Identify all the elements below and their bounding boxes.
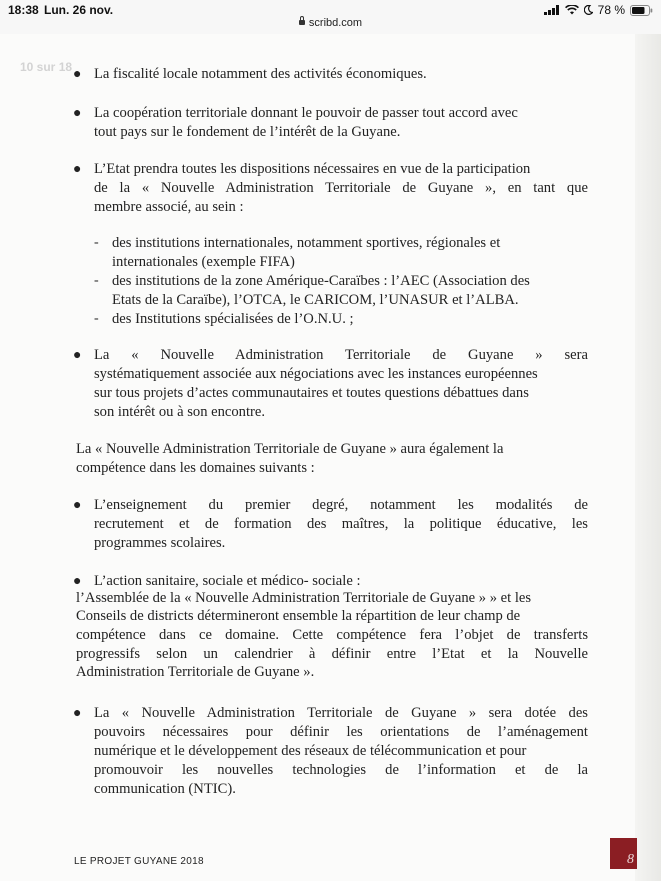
battery-icon xyxy=(630,5,653,16)
bullet-negociations-line2: systématiquement associée aux négociations avec les instances européennes xyxy=(94,366,538,382)
dash-icon: - xyxy=(94,311,99,326)
bullet-negociations-line1: La « Nouvelle Administration Territoriale de Guyane » sera xyxy=(94,347,588,363)
bullet-numerique-line3: numérique et le développement des réseaux de télécommunication et pour xyxy=(94,743,527,759)
bullet-fiscalite: La fiscalité locale notamment des activités économiques. xyxy=(94,66,427,82)
bullet-cooperation-line1: La coopération territoriale donnant le pouvoir de passer tout accord avec xyxy=(94,105,518,121)
bullet-sanitaire-line3: compétence dans ce domaine. Cette compétence fera l’objet de transferts xyxy=(76,627,588,643)
bullet-enseignement-line2: recrutement et de formation des maîtres, la politique éducative, les xyxy=(94,516,588,532)
bullet-enseignement-line3: programmes scolaires. xyxy=(94,535,226,551)
subitem-institutions-line2: internationales (exemple FIFA) xyxy=(112,254,295,270)
page-footer: LE PROJET GUYANE 2018 xyxy=(74,856,204,867)
bullet-numerique-line5: communication (NTIC). xyxy=(94,781,236,797)
cellular-signal-icon xyxy=(544,5,560,15)
bullet-sanitaire-line4: progressifs selon un calendrier à définir entre l’Etat et la Nouvelle xyxy=(76,646,588,662)
subitem-caraibes-line2: Etats de la Caraïbe), l’OTCA, le CARICOM, l’UNASUR et l’ALBA. xyxy=(112,292,519,308)
paragraph-competence-line2: compétence dans les domaines suivants : xyxy=(76,460,315,476)
bullet-sanitaire-line5: Administration Territoriale de Guyane ». xyxy=(76,664,315,680)
subitem-caraibes-line1: des institutions de la zone Amérique-Caraïbes : l’AEC (Association des xyxy=(112,273,530,289)
battery-percent: 78 % xyxy=(597,3,625,17)
bullet-icon: ● xyxy=(73,67,82,82)
subitem-institutions-line1: des institutions internationales, notamment sportives, régionales et xyxy=(112,235,501,251)
lock-icon xyxy=(299,20,305,25)
bullet-icon: ● xyxy=(73,162,82,177)
bullet-icon: ● xyxy=(73,706,82,721)
bullet-sanitaire-line2: Conseils de districts détermineront ensemble la répartition de leur champ de xyxy=(76,608,521,624)
subitem-onu: des Institutions spécialisées de l’O.N.U. ; xyxy=(112,311,354,327)
page-indicator: 10 sur 18 xyxy=(20,60,73,74)
bullet-cooperation-line2: tout pays sur le fondement de l’intérêt de la Guyane. xyxy=(94,124,401,140)
status-bar xyxy=(0,0,661,34)
bullet-numerique-line2: pouvoirs nécessaires pour définir les orientations de l’aménagement xyxy=(94,724,588,740)
page-number: 8 xyxy=(627,852,634,867)
bullet-icon: ● xyxy=(73,106,82,121)
moon-icon xyxy=(584,5,593,15)
bullet-etat-line1: L’Etat prendra toutes les dispositions nécessaires en vue de la participation xyxy=(94,161,531,177)
bullet-etat-line2: de la « Nouvelle Administration Territoriale de Guyane », en tant que xyxy=(94,180,588,196)
page-number-badge xyxy=(610,838,637,869)
status-date: Lun. 26 nov. xyxy=(44,3,114,17)
bullet-negociations-line3: sur tous projets d’actes communautaires et toutes questions débattues dans xyxy=(94,385,529,401)
bullet-icon: ● xyxy=(73,498,82,513)
status-icons xyxy=(544,3,653,17)
wifi-icon xyxy=(565,5,579,15)
address-bar[interactable] xyxy=(0,17,661,29)
paragraph-competence-line1: La « Nouvelle Administration Territoriale de Guyane » aura également la xyxy=(76,441,504,457)
bullet-sanitaire-title: L’action sanitaire, sociale et médico- sociale : xyxy=(94,573,361,589)
bullet-enseignement-line1: L’enseignement du premier degré, notamment les modalités de xyxy=(94,497,588,513)
bullet-icon: ● xyxy=(73,348,82,363)
bullet-numerique-line1: La « Nouvelle Administration Territoriale de Guyane » sera dotée des xyxy=(94,705,588,721)
bullet-numerique-line4: promouvoir les nouvelles technologies de l’information et de la xyxy=(94,762,588,778)
dash-icon: - xyxy=(94,273,99,288)
bullet-negociations-line4: son intérêt ou à son encontre. xyxy=(94,404,266,420)
bullet-etat-line3: membre associé, au sein : xyxy=(94,199,244,215)
bullet-sanitaire-line1: l’Assemblée de la « Nouvelle Administration Territoriale de Guyane » » et les xyxy=(76,590,532,606)
bullet-icon: ● xyxy=(73,574,82,589)
status-time: 18:38 xyxy=(8,3,39,17)
url-text: scribd.com xyxy=(308,17,363,29)
dash-icon: - xyxy=(94,235,99,250)
